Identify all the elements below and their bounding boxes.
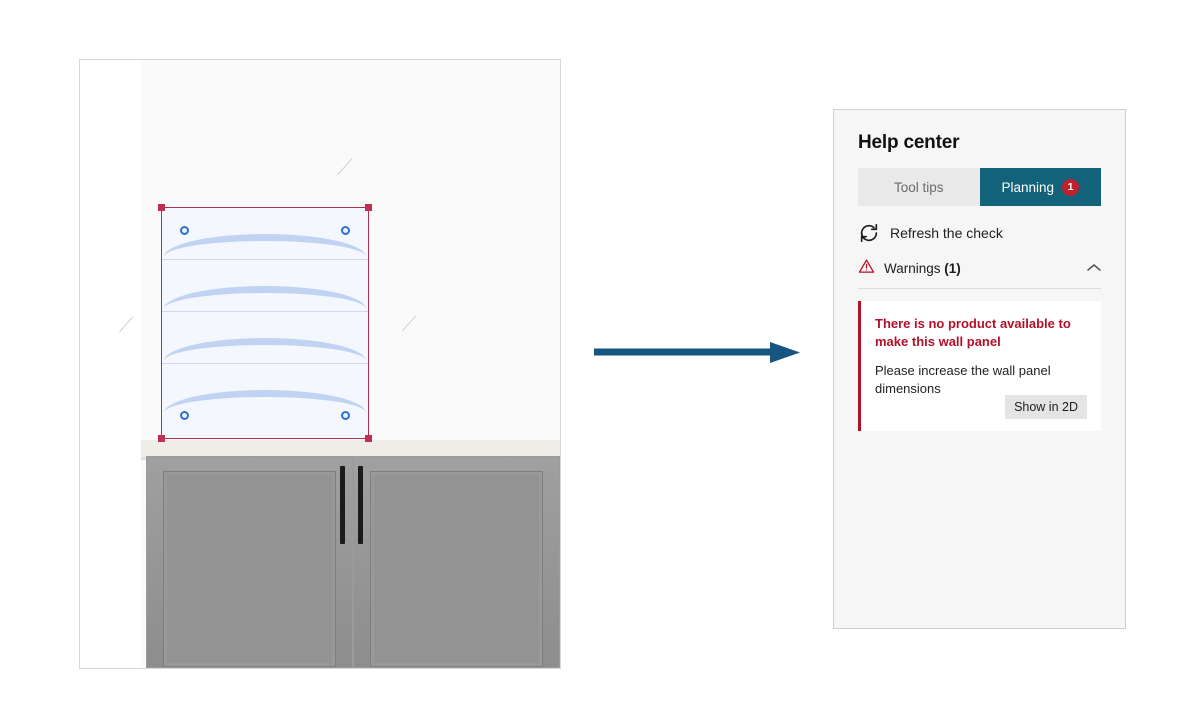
cabinet-door-left[interactable] (146, 456, 353, 668)
refresh-icon (858, 222, 880, 244)
warning-triangle-icon (858, 258, 875, 278)
warning-body: Please increase the wall panel dimensions (875, 363, 1051, 396)
refresh-check-button[interactable] (858, 222, 1101, 244)
refresh-check-label: Refresh the check (890, 225, 1003, 241)
help-center-panel (833, 109, 1126, 629)
cabinet-handle-right (358, 466, 363, 544)
wall-panel-wave (164, 286, 366, 309)
warning-card (858, 301, 1101, 431)
wall-panel-wave (164, 338, 366, 361)
resize-handle-bottom-right[interactable] (365, 435, 372, 442)
wall-left-surface (80, 60, 142, 668)
viewport-3d[interactable] (79, 59, 561, 669)
tab-planning-badge: 1 (1062, 179, 1079, 196)
tab-tool-tips[interactable] (858, 168, 980, 206)
cabinet-door-right[interactable] (353, 456, 560, 668)
wall-panel-wave (164, 234, 366, 257)
tab-tool-tips-label: Tool tips (893, 179, 944, 195)
tab-planning[interactable] (980, 168, 1102, 206)
annotation-arrow (594, 340, 800, 370)
warnings-section-header[interactable] (858, 258, 1101, 289)
wall-panel-band (162, 364, 368, 416)
anchor-dot-bottom-right[interactable] (341, 411, 350, 420)
cabinet-panel (163, 471, 336, 667)
anchor-dot-top-left[interactable] (180, 226, 189, 235)
resize-handle-top-left[interactable] (158, 204, 165, 211)
warning-headline: There is no product available to make this wall panel (875, 316, 1071, 349)
warnings-count: (1) (944, 260, 961, 276)
cabinet-panel (370, 471, 543, 667)
wall-panel-wave (164, 390, 366, 413)
warnings-label (884, 261, 961, 276)
wall-panel-band (162, 260, 368, 312)
anchor-dot-top-right[interactable] (341, 226, 350, 235)
show-in-2d-button[interactable]: Show in 2D (1005, 395, 1087, 419)
resize-handle-top-right[interactable] (365, 204, 372, 211)
help-center-tabs (858, 168, 1101, 206)
wall-panel-band (162, 312, 368, 364)
wall-panel-band (162, 208, 368, 260)
cabinet-handle-left (340, 466, 345, 544)
chevron-up-icon[interactable] (1087, 261, 1101, 276)
help-center-title: Help center (858, 132, 960, 153)
anchor-dot-bottom-left[interactable] (180, 411, 189, 420)
warnings-label-text: Warnings (884, 260, 945, 276)
selected-wall-panel[interactable] (161, 207, 369, 439)
tab-planning-label: Planning (1001, 179, 1055, 195)
base-cabinets[interactable] (146, 456, 560, 668)
resize-handle-bottom-left[interactable] (158, 435, 165, 442)
